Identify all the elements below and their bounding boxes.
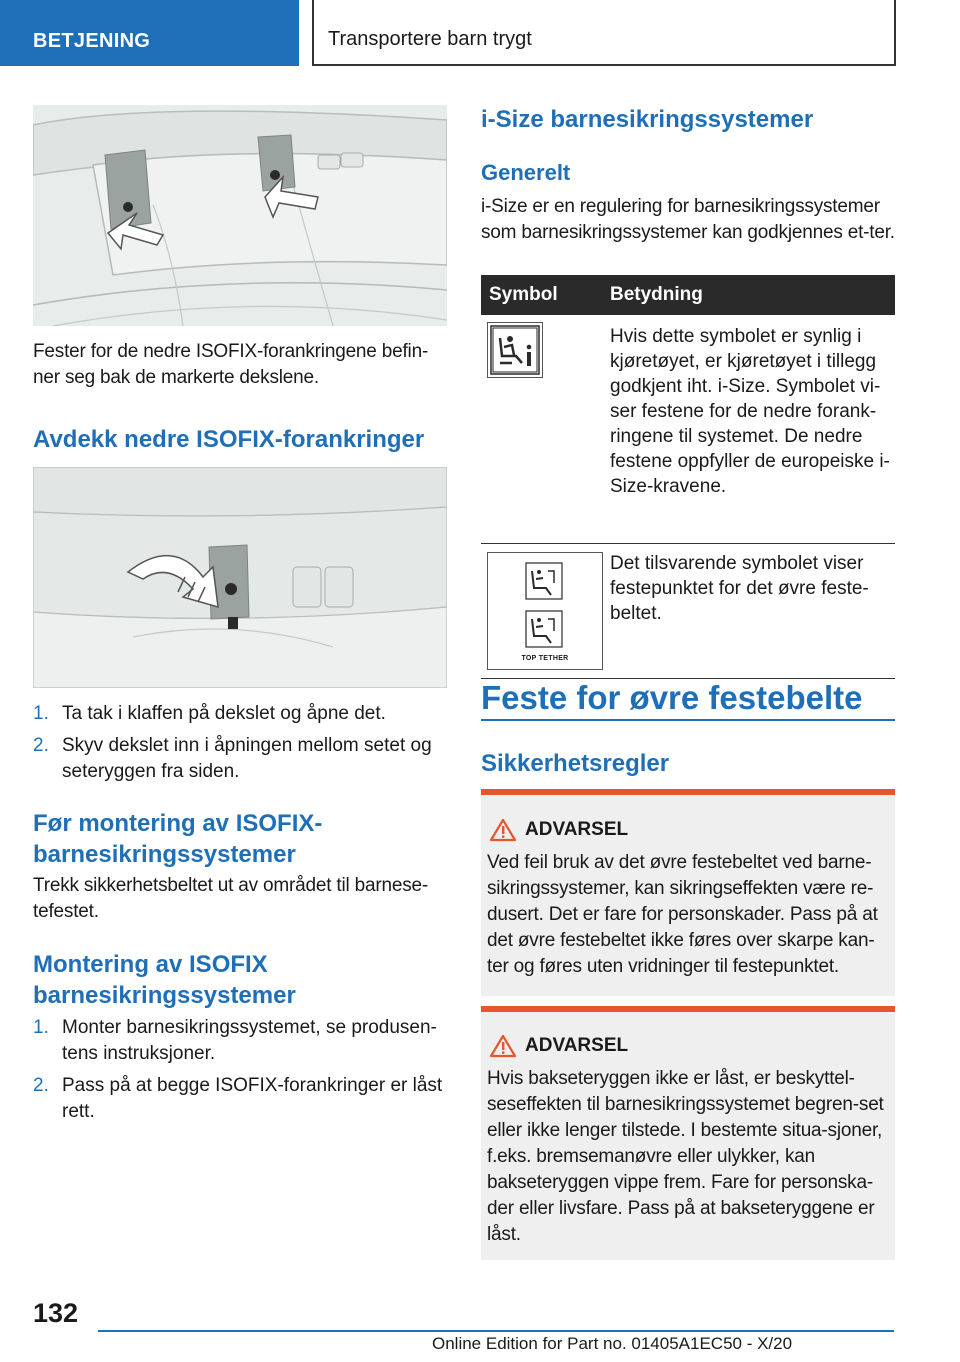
symbol-table [481, 275, 895, 679]
list-item [33, 733, 447, 785]
warning-text: Hvis bakseteryggen ikke er låst, er beskyttel-seseffekten til barnesikringssystemet begren-set eller ikke lenger tilstede. I bestemte situa-sjoner, f.eks. bremsemanøvre eller ulykker, kan bakseteryggen vippe frem. Fare for personska-der eller livsfare. Pass på at bakseteryggene er låst. [487, 1068, 884, 1245]
general-text: i-Size er en regulering for barnesikringssystemer som barnesikringssystemer kan godkjennes et-ter. [481, 196, 895, 243]
mounting-steps-list [33, 1015, 447, 1131]
step-text: Monter barnesikringssystemet, se produsen-tens instruksjoner. [62, 1017, 437, 1064]
heading-line: Før montering av ISOFIX- [33, 810, 323, 837]
step-text: Pass på at begge ISOFIX-forankringer er låst rett. [62, 1075, 443, 1122]
table-row [481, 315, 895, 544]
heading-mounting [33, 949, 447, 1011]
list-item [33, 1015, 447, 1067]
footer-rule [98, 1330, 894, 1332]
uncover-steps-list [33, 701, 447, 791]
warning-bar [481, 789, 895, 795]
table-cell-meaning: Det tilsvarende symbolet viser festepunktet for det øvre feste-beltet. [610, 553, 869, 624]
table-cell-meaning: Hvis dette symbolet er synlig i kjøretøyet, er kjøretøyet i tillegg godkjent iht. i-Size. Symbolet vi-ser festene for de nedre forank-ringene til systemet. De nedre festene oppfyller de europeiske i-Size-kravene. [610, 326, 890, 497]
warning-bar [481, 1006, 895, 1012]
step-number: 1. [33, 703, 49, 724]
heading-top-tether: Feste for øvre festebelte [481, 679, 863, 716]
list-item [33, 1073, 447, 1125]
warning-title: ADVARSEL [525, 1035, 629, 1056]
list-item [33, 701, 447, 727]
step-number: 1. [33, 1017, 49, 1038]
heading-before-mounting [33, 808, 447, 870]
heading-line: barnesikringssystemer [33, 841, 296, 868]
chapter-title: Transportere barn trygt [328, 28, 532, 50]
header-divider [312, 0, 314, 66]
warning-box [481, 789, 895, 996]
top-tether-symbol-icon [487, 552, 603, 670]
before-mounting-text: Trekk sikkerhetsbeltet ut av området til barnese-tefestet. [33, 875, 428, 922]
step-text: Ta tak i klaffen på dekslet og åpne det. [62, 703, 386, 724]
page-number: 132 [33, 1298, 79, 1328]
heading-line: barnesikringssystemer [33, 982, 296, 1009]
header-divider [894, 0, 896, 66]
step-number: 2. [33, 1075, 49, 1096]
figure-caption: Fester for de nedre ISOFIX-forankringene befin-ner seg bak de markerte dekslene. [33, 341, 429, 388]
isofix-covers-figure [33, 105, 447, 326]
warning-text: Ved feil bruk av det øvre festebeltet ved barne-sikringssystemer, kan sikringseffekten være re-dusert. Det er fare for personskader. Pass på at det øvre festebeltet ikke føres over skarpe kan-ter og føres uten vridninger til festepunktet. [487, 852, 878, 977]
isize-symbol-icon [487, 322, 543, 378]
heading-safety-rules: Sikkerhetsregler [481, 750, 670, 777]
step-text: Skyv dekslet inn i åpningen mellom setet og seteryggen fra siden. [62, 735, 432, 782]
edition-note: Online Edition for Part no. 01405A1EC50 - X/20 [432, 1334, 793, 1353]
warning-triangle-icon [489, 1034, 517, 1063]
warning-triangle-icon [489, 818, 517, 847]
table-header [481, 275, 895, 315]
page-header [0, 0, 960, 66]
column-header-meaning: Betydning [610, 284, 703, 305]
heading-isize: i-Size barnesikringssystemer [481, 106, 814, 133]
column-header-symbol: Symbol [489, 284, 558, 305]
open-cover-figure [33, 467, 447, 688]
warning-box [481, 1006, 895, 1260]
table-row [481, 544, 895, 679]
top-tether-label: TOP TETHER [521, 655, 569, 662]
heading-uncover-isofix: Avdekk nedre ISOFIX-forankringer [33, 426, 425, 453]
heading-general: Generelt [481, 160, 571, 185]
header-underline [312, 64, 896, 66]
heading-line: Montering av ISOFIX [33, 951, 268, 978]
warning-title: ADVARSEL [525, 819, 629, 840]
step-number: 2. [33, 735, 49, 756]
section-tab: BETJENING [0, 0, 299, 66]
heading-underline [481, 719, 895, 721]
